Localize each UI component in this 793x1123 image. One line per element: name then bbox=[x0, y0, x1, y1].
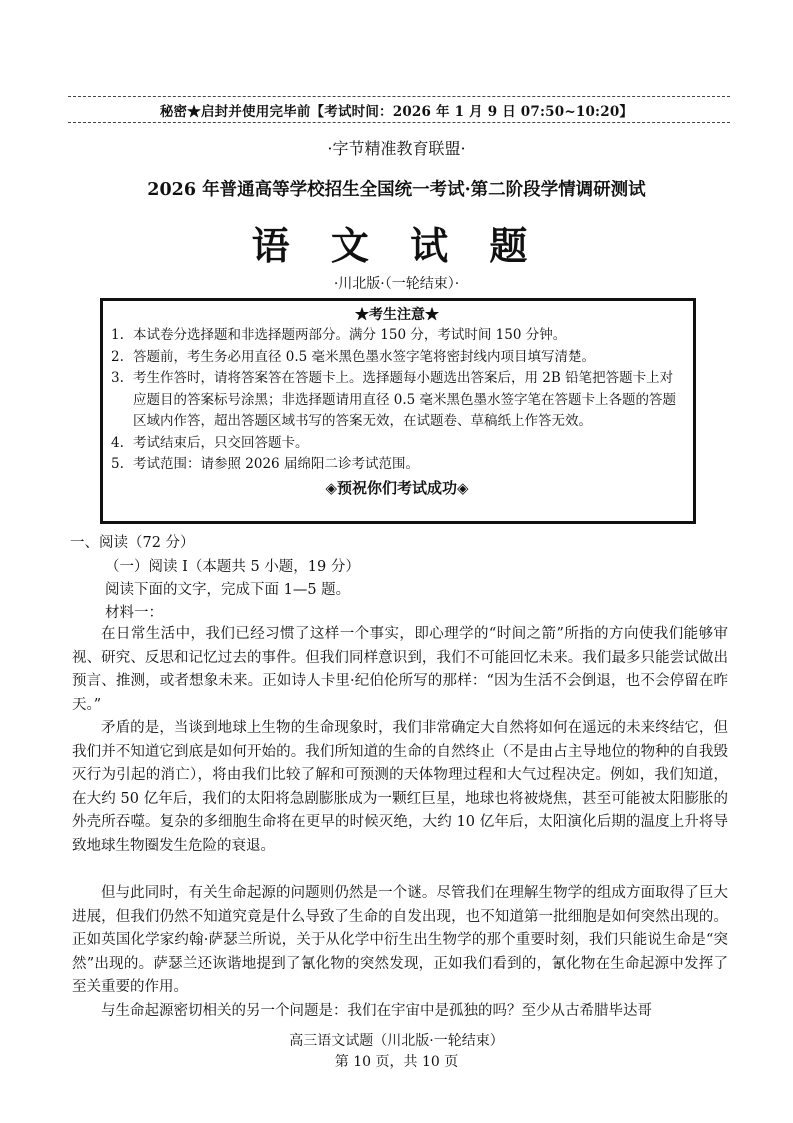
paragraph: 但与此同时，有关生命起源的问题则仍然是一个谜。尽管我们在理解生物学的组成方面取得了巨大进展，但我们仍然不知道究竟是什么导致了生命的自发出现，也不知道第一批细胞是如何突然出现的。正如英国化学家约翰·萨瑟兰所说，关于从化学中衍生出生物学的那个重要时刻，我们只能说生命是“突然”出现的。萨瑟兰还诙谐地提到了氰化物的突然发现，正如我们看到的，氰化物在生命起源中发挥了至关重要的作用。 bbox=[72, 885, 728, 996]
paragraph: 矛盾的是，当谈到地球上生物的生命现象时，我们非常确定大自然将如何在遥远的未来终结它，但我们并不知道它到底是如何开始的。我们所知道的生命的自然终止（不是由占主导地位的物种的自我毁灭行为引起的消亡），将由我们比较了解和可预测的天体物理过程和大气过程决定。例如，我们知道，在大约 50 亿年后，我们的太阳将急剧膨胀成为一颗红巨星，地球也将被烧焦，甚至可能被太阳膨胀的外壳所吞噬。复杂的多细胞生命将在更早的时候灭绝，大约 10 亿年后，太阳演化后期的温度上升将导致地球生物圈发生危险的衰退。 bbox=[72, 720, 728, 854]
paragraph: 与生命起源密切相关的另一个问题是：我们在宇宙中是孤独的吗？至少从古希腊毕达哥 bbox=[101, 1003, 652, 1019]
notice-item-number: 2. bbox=[111, 348, 124, 365]
reading-instruction: 阅读下面的文字，完成下面 1—5 题。 bbox=[105, 582, 351, 598]
material-label: 材料一： bbox=[105, 605, 163, 621]
notice-item-text: 考生作答时，请将答案答在答题卡上。选择题每小题选出答案后，用 2B 铅笔把答题卡上对应题目的答案标号涂黑；非选择题请用直径 0.5 毫米黑色墨水签字笔在答题卡上各题的答题区域内作答，超出答题区域书写的答案无效，在试题卷、草稿纸上作答无效。 bbox=[133, 370, 677, 429]
notice-item-number: 3. bbox=[111, 370, 124, 386]
notice-item bbox=[111, 325, 683, 347]
notice-item-number: 1. bbox=[111, 327, 124, 343]
notice-item-text: 考试结束后，只交回答题卡。 bbox=[133, 434, 309, 451]
good-luck-message: ◈预祝你们考试成功◈ bbox=[325, 478, 469, 497]
confidential-line: 秘密★启封并使用完毕前【考试时间：2026 年 1 月 9 日 07:50~10:20】 bbox=[159, 104, 634, 120]
notice-item bbox=[111, 433, 683, 455]
notice-item-number: 5. bbox=[111, 456, 124, 472]
exam-title: 2026 年普通高等学校招生全国统一考试·第二阶段学情调研测试 bbox=[147, 180, 646, 200]
notice-item-text: 本试卷分选择题和非选择题两部分。满分 150 分，考试时间 150 分钟。 bbox=[133, 327, 567, 343]
notice-item-text: 考试范围：请参照 2026 届绵阳二诊考试范围。 bbox=[133, 456, 419, 472]
subject-title: 语 文 试 题 bbox=[251, 223, 542, 268]
notice-list bbox=[111, 325, 683, 476]
notice-item bbox=[111, 454, 683, 476]
section-title: 一、阅读（72 分） bbox=[70, 535, 195, 551]
notice-item bbox=[111, 347, 683, 369]
notice-item bbox=[111, 368, 683, 433]
candidate-notice-box bbox=[100, 298, 696, 524]
top-dashed-rule bbox=[68, 96, 730, 97]
edition-label: ·川北版·（一轮结束）· bbox=[333, 276, 460, 292]
notice-item-text: 答题前，考生务必用直径 0.5 毫米黑色墨水签字笔将密封线内项目填写清楚。 bbox=[133, 348, 596, 365]
footer-title: 高三语文试题（川北版·一轮结束） bbox=[289, 1033, 504, 1049]
notice-title: ★考生注意★ bbox=[355, 307, 439, 323]
bottom-dashed-rule bbox=[68, 122, 730, 123]
paragraph: 在日常生活中，我们已经习惯了这样一个事实，即心理学的“时间之箭”所指的方向使我们能够审视、研究、反思和记忆过去的事件。但我们同样意识到，我们不可能回忆未来。我们最多只能尝试做出预言、推测，或者想象未来。正如诗人卡里·纪伯伦所写的那样：“因为生活不会倒退，也不会停留在昨天。” bbox=[72, 626, 728, 713]
subsection-title: （一）阅读 I（本题共 5 小题，19 分） bbox=[105, 559, 360, 575]
notice-item-number: 4. bbox=[111, 434, 124, 451]
page-number: 第 10 页，共 10 页 bbox=[334, 1054, 459, 1070]
alliance-name: ·字节精准教育联盟· bbox=[327, 139, 466, 158]
